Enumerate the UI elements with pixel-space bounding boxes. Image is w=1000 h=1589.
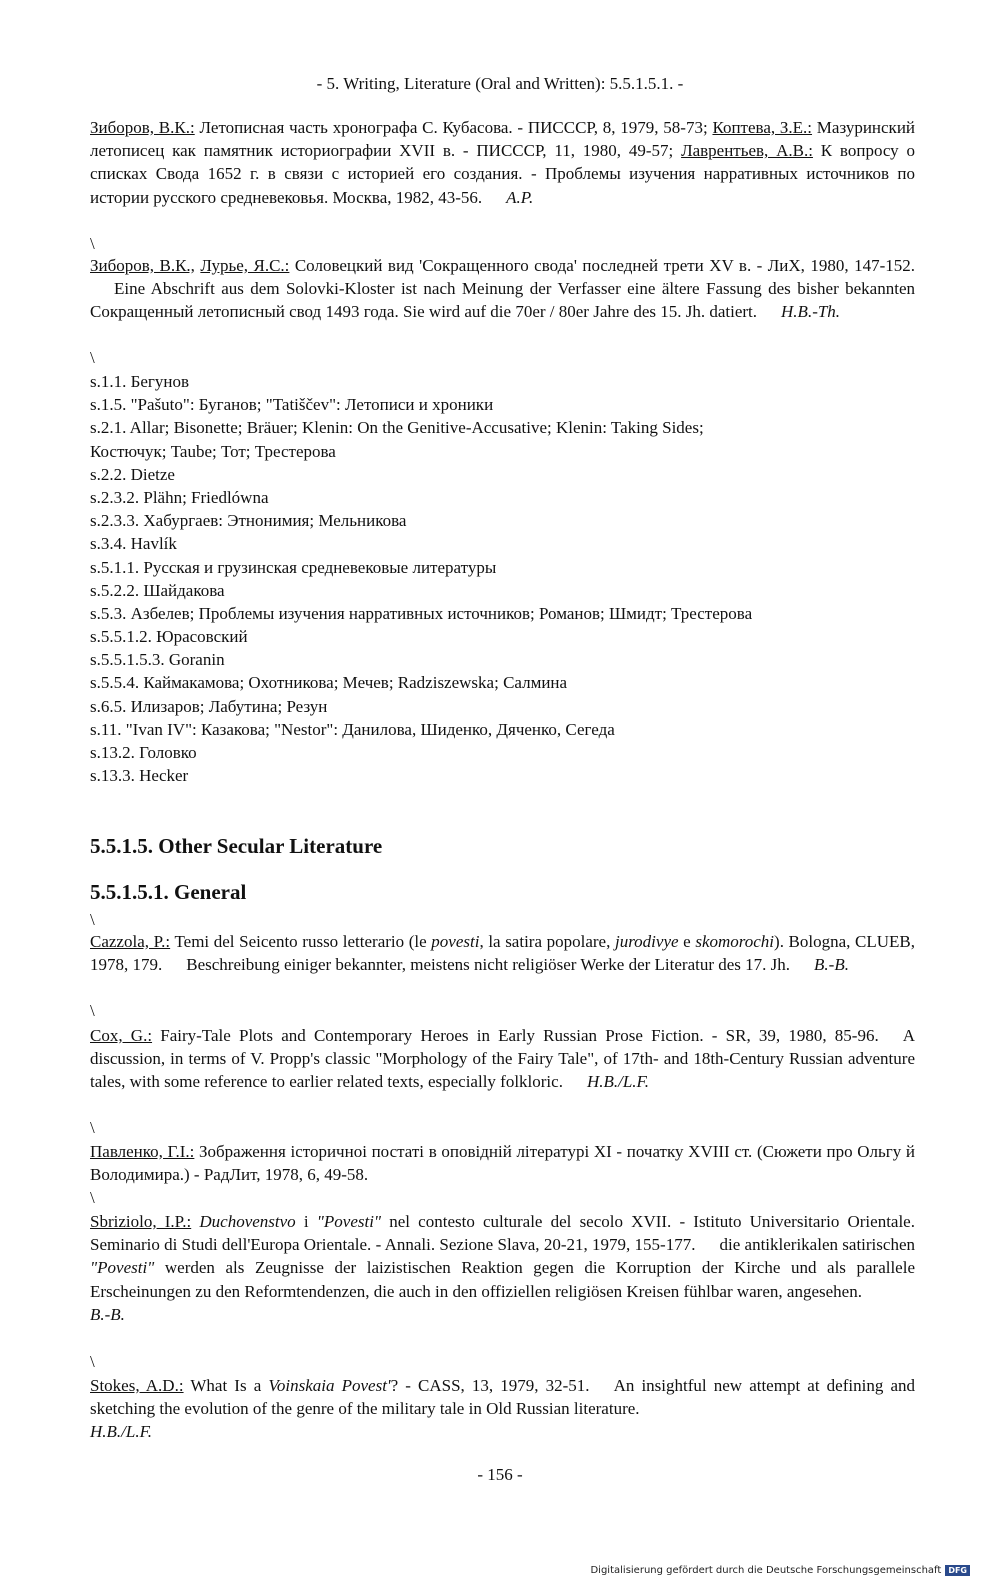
see-also-list	[90, 370, 915, 787]
page-number: - 156 -	[477, 1465, 523, 1484]
entry-author: Cox, G.:	[90, 1026, 153, 1045]
entry-author: Лурье, Я.С.:	[200, 256, 290, 275]
bibliography-entry-stokes: Stokes, A.D.: What Is a Voinskaia Povest'? - CASS, 13, 1979, 32-51. An insightful new attempt at defining and sketching the evolution of the genre of the military tale in Old Russian literature. H.B./L.F.	[90, 1376, 915, 1442]
entry-annotation: A discussion, in terms of V. Propp's classic "Morphology of the Fairy Tale", of 17th- and 18th-Century Russian adventure tales, with some reference to earlier related texts, especially folkloric.	[90, 1026, 915, 1092]
section-heading: 5.5.1.5. Other Secular Literature	[90, 834, 383, 858]
see-also-item: s.11. "Ivan IV": Казакова; "Nestor": Данилова, Шиденко, Дяченко, Сегеда	[90, 719, 615, 739]
entry-author: Зиборов, В.К.,	[90, 256, 195, 275]
entry-text: К вопросу о списках Свода 1652 г. в связи с историей его создания. - Проблемы изучения нарративных источников по истории русского средневековья. Москва, 1982, 43-56.	[90, 141, 915, 207]
entry-author: Зиборов, В.К.:	[90, 118, 195, 137]
see-also-item: s.5.5.1.2. Юрасовский	[90, 627, 248, 647]
see-also-item: s.3.4. Havlík	[90, 534, 177, 554]
entry-separator: \	[90, 910, 95, 929]
entry-separator: \	[90, 348, 95, 367]
entry-text: Мазуринский летописец как памятник историографии XVII в. - ПИСССР, 11, 1980, 49-57;	[90, 118, 916, 161]
see-also-item: s.5.5.4. Каймакамова; Охотникова; Мечев; Radziszewska; Салмина	[90, 673, 568, 693]
entry-annotation: Beschreibung einiger bekannter, meistens nicht religiöser Werke der Literatur des 17. Jh.	[186, 955, 791, 975]
see-also-item: s.2.3.2. Plähn; Friedlówna	[90, 487, 269, 507]
bibliography-entry-sbriziolo: Sbriziolo, I.P.: Duchovenstvo i "Povesti" nel contesto culturale del secolo XVII. - Istituto Universitario Orientale. Seminario di Studi dell'Europa Orientale. - Annali. Sezione Slava, 20-21, 1979, 155-177. die antiklerikalen satirischen "Povesti" werden als Zeugnisse der laizistischen Reaktion gegen die Korruption der Kirche und als parallele Erscheinungen zu den Reformtendenzen, die auch in den offiziellen religiösen Kreisen fühlbar waren, angesehen. B.-B.	[90, 1212, 915, 1324]
reviewer-signature: B.-B.	[814, 955, 849, 975]
entry-separator: \	[90, 1001, 95, 1020]
dfg-logo-icon: DFG	[945, 1565, 970, 1576]
entry-separator: \	[90, 1188, 95, 1207]
bibliography-entry-ziborov-1	[90, 116, 915, 209]
subsection-heading: 5.5.1.5.1. General	[90, 880, 247, 904]
reviewer-signature: H.B./L.F.	[586, 1072, 650, 1092]
entry-text: Соловецкий вид 'Сокращенного свода' последней трети XV в. - ЛиХ, 1980, 147-152.	[289, 256, 915, 275]
digitization-footer	[590, 1565, 970, 1576]
running-header: - 5. Writing, Literature (Oral and Written): 5.5.1.5.1. -	[316, 74, 684, 93]
see-also-item: s.2.3.3. Хабургаев: Этнонимия; Мельникова	[90, 511, 407, 531]
see-also-item: s.5.2.2. Шайдакова	[90, 580, 225, 600]
see-also-item: s.5.3. Азбелев; Проблемы изучения нарративных источников; Романов; Шмидт; Трестерова	[90, 603, 753, 623]
entry-author: Cazzola, P.:	[90, 932, 171, 951]
bibliography-entry-cox: Cox, G.: Fairy-Tale Plots and Contemporary Heroes in Early Russian Prose Fiction. - SR, 39, 1980, 85-96. A discussion, in terms of V. Propp's classic "Morphology of the Fairy Tale", of 17th- and 18th-Century Russian adventure tales, with some reference to earlier related texts, especially folkloric. H.B./L.F.	[90, 1026, 915, 1092]
entry-text: Летописная часть хронографа С. Кубасова. - ПИСССР, 8, 1979, 58-73;	[194, 118, 713, 137]
entry-separator: \	[90, 1118, 95, 1137]
entry-annotation: An insightful new attempt at defining and sketching the evolution of the genre of the military tale in Old Russian literature.	[90, 1376, 915, 1419]
see-also-item: s.2.1. Allar; Bisonette; Bräuer; Klenin: On the Genitive-Accusative; Klenin: Taking Sides;	[90, 418, 704, 438]
bibliography-entry-cazzola: Cazzola, P.: Temi del Seicento russo letterario (le povesti, la satira popolare, jurodivye e skomorochi). Bologna, CLUEB, 1978, 179. Beschreibung einiger bekannter, meistens nicht religiöser Werke der Literatur des 17. Jh. B.-B.	[90, 932, 915, 975]
entry-author: Коптева, З.Е.:	[712, 118, 813, 137]
see-also-item: s.1.5. "Pašuto": Буганов; "Tatiščev": Летописи и хроники	[90, 395, 494, 415]
see-also-item: s.13.2. Головко	[90, 743, 197, 762]
see-also-item: s.5.5.1.5.3. Goranin	[90, 650, 225, 670]
entry-annotation: Eine Abschrift aus dem Solovki-Kloster ist nach Meinung der Verfasser eine ältere Fassung des bisher bekannten Сокращенный летописный свод 1493 года. Sie wird auf die 70er / 80er Jahre des 15. Jh. datiert.	[90, 279, 915, 322]
entry-author: Sbriziolo, I.P.:	[90, 1212, 192, 1231]
reviewer-signature: H.B./L.F.	[90, 1422, 153, 1442]
entry-author: Павленко, Г.І.:	[90, 1142, 195, 1161]
entry-author: Stokes, A.D.:	[90, 1376, 184, 1395]
see-also-item: s.1.1. Бегунов	[90, 372, 190, 391]
reviewer-signature: H.B.-Th.	[781, 302, 841, 322]
entry-author: Лаврентьев, А.В.:	[681, 141, 813, 161]
see-also-item: Костючук; Taube; Тот; Трестерова	[90, 441, 336, 461]
see-also-item: s.6.5. Илизаров; Лабутина; Резун	[90, 696, 328, 716]
entry-annotation: die antiklerikalen satirischen	[719, 1235, 915, 1255]
see-also-item: s.5.1.1. Русская и грузинская средневековые литературы	[90, 557, 497, 577]
bibliography-entry-ziborov-2	[90, 254, 915, 324]
bibliography-entry-pavlenko: Павленко, Г.І.: Зображення історичноі постаті в оповідній літературі XI - початку XVIII ст. (Сюжети про Ольгу й Володимира.) - РадЛит, 1978, 6, 49-58.	[90, 1142, 915, 1185]
see-also-item: s.2.2. Dietze	[90, 464, 175, 484]
reviewer-signature: B.-B.	[90, 1304, 125, 1324]
entry-separator: \	[90, 234, 95, 253]
reviewer-signature: A.P.	[506, 187, 534, 207]
entry-separator: \	[90, 1352, 95, 1371]
footer-text: Digitalisierung gefördert durch die Deutsche Forschungsgemeinschaft	[590, 1565, 942, 1576]
see-also-item: s.13.3. Hecker	[90, 766, 189, 786]
